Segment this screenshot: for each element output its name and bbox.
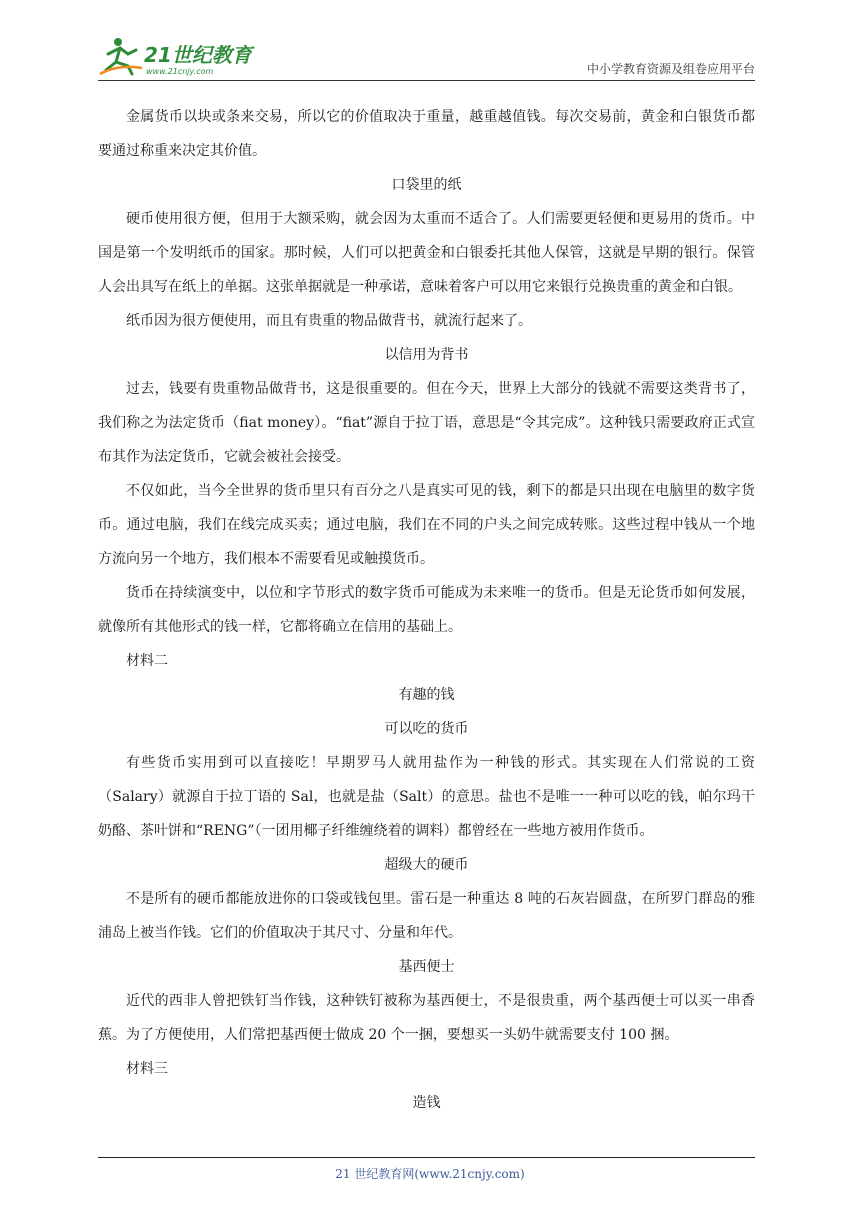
- logo-url: www.21cnjy.com: [146, 67, 214, 76]
- material-label: 材料二: [126, 653, 168, 669]
- paragraph: 货币在持续演变中，以位和字节形式的数字货币可能成为未来唯一的货币。但是无论货币如何发展，就像所有其他形式的钱一样，它都将确立在信用的基础上。: [98, 585, 755, 635]
- paragraph: 不是所有的硬币都能放进你的口袋或钱包里。雷石是一种重达 8 吨的石灰岩圆盘，在所罗门群岛的雅浦岛上被当作钱。它们的价值取决于其尺寸、分量和年代。: [98, 891, 755, 941]
- paragraph: 纸币因为很方便使用，而且有贵重的物品做背书，就流行起来了。: [126, 313, 532, 329]
- section-heading: 口袋里的纸: [391, 177, 462, 193]
- site-logo[interactable]: [98, 34, 258, 78]
- paragraph: 硬币使用很方便，但用于大额采购，就会因为太重而不适合了。人们需要更轻便和更易用的货币。中国是第一个发明纸币的国家。那时候，人们可以把黄金和白银委托其他人保管，这就是早期的银行。保管人会出具写在纸上的单据。这张单据就是一种承诺，意味着客户可以用它来银行兑换贵重的黄金和白银。: [98, 211, 755, 295]
- footer-divider: [98, 1157, 755, 1158]
- page-header: [98, 30, 755, 81]
- paragraph: 不仅如此，当今全世界的货币里只有百分之八是真实可见的钱，剩下的都是只出现在电脑里的数字货币。通过电脑，我们在线完成买卖；通过电脑，我们在不同的户头之间完成转账。这些过程中钱从一个地方流向另一个地方，我们根本不需要看见或触摸货币。: [98, 483, 755, 567]
- runner-logo-icon: [98, 34, 258, 78]
- material-label: 材料三: [126, 1061, 168, 1077]
- footer-text[interactable]: 21 世纪教育网(www.21cnjy.com): [335, 1167, 525, 1181]
- section-heading: 造钱: [412, 1095, 441, 1111]
- paragraph: 近代的西非人曾把铁钉当作钱，这种铁钉被称为基西便士，不是很贵重，两个基西便士可以买一串香蕉。为了方便使用，人们常把基西便士做成 20 个一捆，要想买一头奶牛就需要支付 100 捆。: [98, 993, 755, 1043]
- document-body: [98, 100, 755, 1120]
- section-heading: 可以吃的货币: [384, 721, 469, 737]
- paragraph: 有些货币实用到可以直接吃！早期罗马人就用盐作为一种钱的形式。其实现在人们常说的工资（Salary）就源自于拉丁语的 Sal，也就是盐（Salt）的意思。盐也不是唯一一种可以吃的钱，帕尔玛干奶酪、茶叶饼和“RENG”（一团用椰子纤维缠绕着的调料）都曾经在一些地方被用作货币。: [98, 755, 755, 839]
- logo-text: 21世纪教育: [144, 43, 252, 67]
- paragraph: 金属货币以块或条来交易，所以它的价值取决于重量，越重越值钱。每次交易前，黄金和白银货币都要通过称重来决定其价值。: [98, 109, 755, 159]
- section-heading: 以信用为背书: [384, 347, 469, 363]
- paragraph: 过去，钱要有贵重物品做背书，这是很重要的。但在今天，世界上大部分的钱就不需要这类背书了，我们称之为法定货币（fiat money）。“fiat”源自于拉丁语，意思是“令其完成”。这种钱只需要政府正式宣布其作为法定货币，它就会被社会接受。: [98, 381, 755, 465]
- section-heading: 超级大的硬币: [384, 857, 469, 873]
- platform-name: 中小学教育资源及组卷应用平台: [586, 62, 755, 76]
- section-heading: 有趣的钱: [398, 687, 455, 703]
- section-heading: 基西便士: [398, 959, 455, 975]
